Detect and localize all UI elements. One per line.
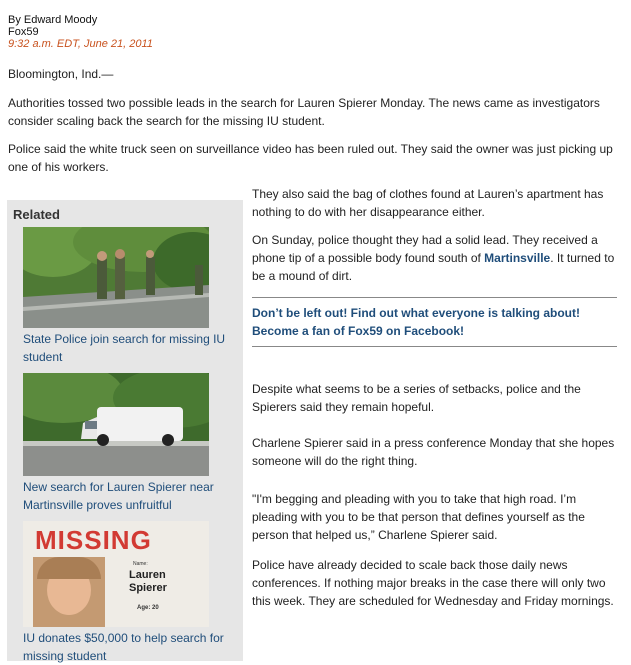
poster-age: Age: 20	[137, 605, 159, 611]
timestamp: 9:32 a.m. EDT, June 21, 2011	[8, 38, 153, 50]
poster-name-label: Name:	[133, 561, 148, 567]
dateline: Bloomington, Ind.—	[8, 67, 114, 81]
author: By Edward Moody	[8, 14, 98, 26]
p4-text-after: . It turned to be a mound of dirt.	[252, 251, 615, 283]
paragraph-1: Authorities tossed two possible leads in the search for Lauren Spierer Monday. The news came as investigators consider scaling back the search for the missing IU student.	[8, 96, 600, 128]
related-heading: Related	[13, 207, 60, 222]
related-sidebar	[7, 200, 243, 661]
missing-poster	[23, 521, 209, 627]
outlet: Fox59	[8, 26, 39, 38]
related-thumbnail-van[interactable]	[23, 373, 209, 476]
paragraph-4	[252, 231, 620, 285]
white-van-photo	[23, 373, 209, 476]
paragraph-7: "I'm begging and pleading with you to take that high road. I’m pleading with you to be that person that defines yourself as the person that helped us,” Charlene Spierer said.	[252, 492, 585, 542]
p4-text-before: On Sunday, police thought they had a solid lead. They received a phone tip of a possible body found south of	[252, 233, 598, 265]
person-photo	[33, 557, 105, 627]
promo-text[interactable]	[252, 304, 580, 340]
martinsville-link[interactable]: Martinsville	[484, 251, 551, 265]
related-item[interactable]	[23, 227, 243, 366]
promo-line-2[interactable]: Become a fan of Fox59 on Facebook!	[252, 324, 465, 338]
poster-name-first: Lauren	[129, 569, 166, 581]
police-search-photo	[23, 227, 209, 328]
paragraph-6: Charlene Spierer said in a press conference Monday that she hopes someone will do the right thing.	[252, 436, 615, 468]
related-item[interactable]	[23, 373, 243, 514]
promo-line-1[interactable]: Don’t be left out! Find out what everyone is talking about!	[252, 306, 581, 320]
related-thumbnail-missing-poster[interactable]	[23, 521, 209, 627]
poster-title: MISSING	[35, 525, 152, 555]
related-thumbnail-police[interactable]	[23, 227, 209, 328]
related-caption[interactable]: State Police join search for missing IU student	[23, 332, 226, 364]
paragraph-5: Despite what seems to be a series of setbacks, police and the Spierers said they remain hopeful.	[252, 382, 581, 414]
related-item[interactable]	[23, 521, 243, 665]
paragraph-2: Police said the white truck seen on surveillance video has been ruled out. They said the owner was just picking up one of his workers.	[8, 142, 613, 174]
related-caption[interactable]: IU donates $50,000 to help search for missing student	[23, 631, 224, 663]
poster-name-last: Spierer	[129, 582, 167, 594]
related-caption[interactable]: New search for Lauren Spierer near Martinsville proves unfruitful	[23, 480, 214, 512]
byline	[8, 14, 153, 50]
paragraph-3: They also said the bag of clothes found at Lauren’s apartment has nothing to do with her disappearance either.	[252, 187, 604, 219]
paragraph-8: Police have already decided to scale back those daily news conferences. If nothing major breaks in the case there will only two this week. They are scheduled for Wednesday and Friday mornings.	[252, 558, 614, 608]
facebook-promo[interactable]	[252, 297, 617, 347]
